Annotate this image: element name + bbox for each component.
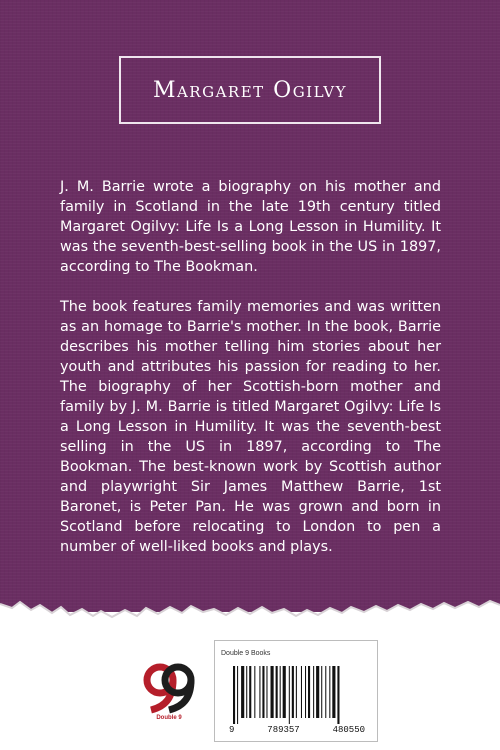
blurb-paragraph-1: J. M. Barrie wrote a biography on his mother and family in Scotland in the late 19th century titled Margaret Ogilvy: Life Is a Long Lesson in Humility. It was the seventh-best-selling book in the US in 1897, according to The Bookman.	[60, 179, 441, 275]
barcode-panel	[214, 640, 378, 742]
blurb-paragraph-2: The book features family memories and was written as an homage to Barrie's mother. In the book, Barrie describes his mother telling him stories about her youth and attributes his passion for reading to her. The biography of her Scottish-born mother and family by J. M. Barrie is titled Margaret Ogilvy: Life Is a Long Lesson in Humility. It was the seventh-best selling in the US in 1897, according to The Bookman. The best-known work by Scottish author and playwright Sir James Matthew Barrie, 1st Baronet, is Peter Pan. He was grown and born in Scotland before relocating to London to pen a number of well-liked books and plays.	[60, 299, 441, 555]
isbn-group-2: 480550	[332, 725, 365, 735]
publisher-logo	[143, 662, 195, 724]
isbn-prefix: 9	[229, 725, 235, 735]
isbn-group-1: 789357	[267, 725, 300, 735]
torn-paper-edge	[0, 580, 500, 640]
isbn-number	[229, 725, 365, 735]
logo-label: Double 9	[156, 715, 182, 721]
isbn-barcode	[229, 666, 365, 726]
double-nine-logo-icon	[147, 667, 191, 710]
title-frame	[119, 56, 381, 124]
book-title: Margaret Ogilvy	[152, 77, 348, 103]
publisher-name: Double 9 Books	[221, 650, 271, 657]
